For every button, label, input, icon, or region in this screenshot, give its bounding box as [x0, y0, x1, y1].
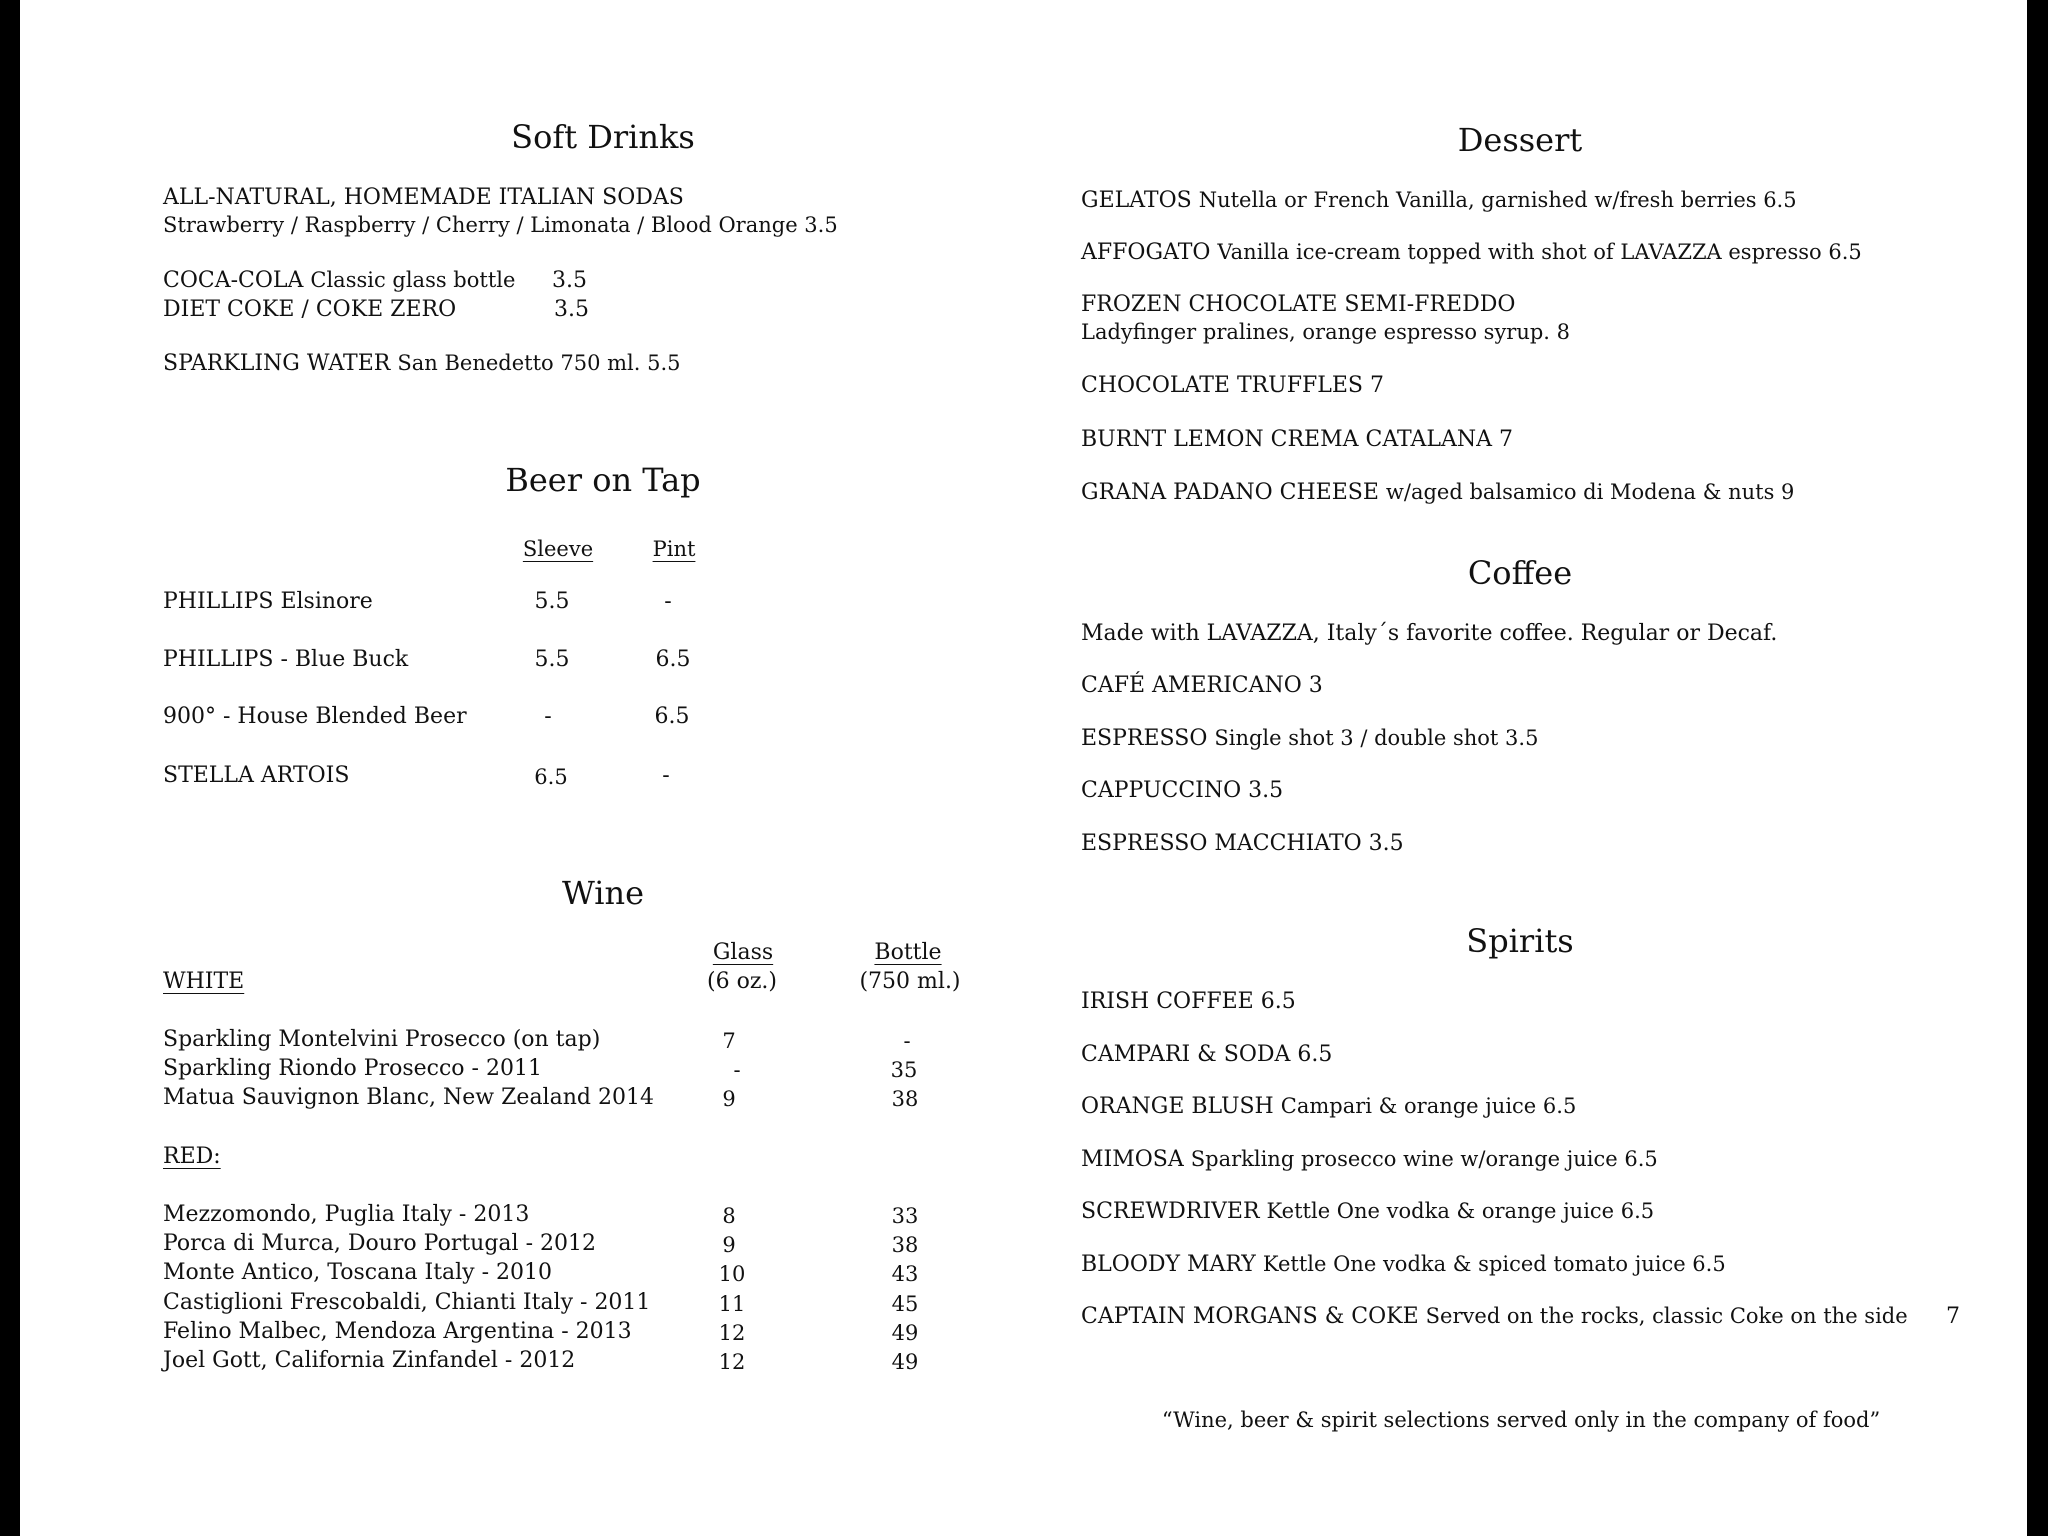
- wine-row-bottle: 38: [891, 1233, 919, 1257]
- beer-row-pint: 6.5: [655, 647, 691, 672]
- wine-white-label: WHITE: [163, 969, 245, 994]
- irish-coffee: IRISH COFFEE 6.5: [1081, 989, 1296, 1014]
- espresso-item: [1081, 728, 1538, 750]
- cheese-item: [1081, 482, 1794, 504]
- wine-heading: Wine: [561, 874, 645, 912]
- diet-coke-price: 3.5: [554, 297, 589, 322]
- espresso-macchiato: ESPRESSO MACCHIATO 3.5: [1081, 831, 1404, 856]
- captain-morgans-detail: Served on the rocks, classic Coke on the side: [1425, 1304, 1908, 1328]
- wine-row-bottle: 35: [890, 1058, 918, 1082]
- wine-col-glass-sub: (6 oz.): [707, 969, 777, 994]
- beer-col-pint: Pint: [652, 537, 696, 561]
- sparkling-water-name: SPARKLING WATER: [163, 351, 391, 376]
- semifreddo-detail: Ladyfinger pralines, orange espresso syrup. 8: [1081, 320, 1571, 344]
- sparkling-water-detail: San Benedetto 750 ml. 5.5: [397, 351, 681, 375]
- orange-blush-detail: Campari & orange juice 6.5: [1280, 1094, 1577, 1118]
- footer-note: “Wine, beer & spirit selections served only in the company of food”: [1161, 1408, 1881, 1432]
- wine-row-bottle: 49: [891, 1350, 919, 1374]
- wine-row-bottle: 43: [891, 1262, 919, 1286]
- wine-row-glass: 7: [722, 1029, 736, 1053]
- screwdriver-name: SCREWDRIVER: [1081, 1199, 1260, 1224]
- coca-cola-name: COCA-COLA: [163, 268, 304, 293]
- wine-row-glass: 12: [718, 1321, 746, 1345]
- orange-blush-item: [1081, 1096, 1576, 1118]
- wine-row-name: Sparkling Montelvini Prosecco (on tap): [163, 1027, 601, 1052]
- beer-row-pint: -: [662, 763, 670, 788]
- wine-red-label: RED:: [163, 1144, 221, 1169]
- beer-row-name: PHILLIPS Elsinore: [163, 589, 373, 614]
- espresso-detail: Single shot 3 / double shot 3.5: [1214, 726, 1539, 750]
- bloody-mary-detail: Kettle One vodka & spiced tomato juice 6.5: [1262, 1252, 1726, 1276]
- cafe-americano: CAFÉ AMERICANO 3: [1081, 673, 1323, 698]
- beer-col-sleeve: Sleeve: [522, 537, 594, 561]
- wine-row-glass: -: [733, 1058, 741, 1082]
- beer-row-sleeve: 6.5: [534, 765, 568, 789]
- chocolate-truffles: CHOCOLATE TRUFFLES 7: [1081, 373, 1384, 398]
- wine-row-name: Mezzomondo, Puglia Italy - 2013: [163, 1202, 530, 1227]
- beer-row-name: 900° - House Blended Beer: [163, 704, 467, 729]
- coca-cola-detail: Classic glass bottle: [310, 268, 516, 292]
- crema-catalana: BURNT LEMON CREMA CATALANA 7: [1081, 427, 1514, 452]
- italian-sodas-detail: Strawberry / Raspberry / Cherry / Limonata / Blood Orange 3.5: [163, 213, 838, 237]
- wine-row-glass: 9: [722, 1233, 736, 1257]
- gelatos-name: GELATOS: [1081, 188, 1192, 213]
- gelatos-detail: Nutella or French Vanilla, garnished w/fresh berries 6.5: [1198, 188, 1797, 212]
- wine-row-bottle: 45: [891, 1292, 919, 1316]
- coca-cola-price: 3.5: [552, 268, 587, 293]
- orange-blush-name: ORANGE BLUSH: [1081, 1094, 1274, 1119]
- wine-row-glass: 11: [718, 1292, 746, 1316]
- mimosa-item: [1081, 1149, 1658, 1171]
- wine-row-glass: 9: [722, 1087, 736, 1111]
- screwdriver-item: [1081, 1201, 1654, 1223]
- beer-row-pint: -: [664, 589, 672, 614]
- wine-row-name: Castiglioni Frescobaldi, Chianti Italy - 2011: [163, 1290, 651, 1315]
- mimosa-detail: Sparkling prosecco wine w/orange juice 6.5: [1190, 1147, 1658, 1171]
- wine-row-bottle: -: [903, 1029, 911, 1053]
- wine-row-name: Matua Sauvignon Blanc, New Zealand 2014: [163, 1085, 654, 1110]
- gelatos-item: [1081, 190, 1797, 212]
- italian-sodas-name: ALL-NATURAL, HOMEMADE ITALIAN SODAS: [163, 185, 684, 210]
- beer-row-sleeve: 5.5: [534, 647, 570, 672]
- spirits-heading: Spirits: [1466, 922, 1574, 960]
- cheese-name: GRANA PADANO CHEESE: [1081, 480, 1379, 505]
- cheese-detail: w/aged balsamico di Modena & nuts 9: [1385, 480, 1795, 504]
- diet-coke-name: DIET COKE / COKE ZERO: [163, 297, 457, 322]
- cappuccino: CAPPUCCINO 3.5: [1081, 778, 1284, 803]
- sparkling-water-item: [163, 353, 680, 375]
- affogato-item: [1081, 242, 1862, 264]
- menu-page: [20, 0, 2027, 1536]
- affogato-detail: Vanilla ice-cream topped with shot of LAVAZZA espresso 6.5: [1217, 240, 1862, 264]
- beer-row-sleeve: -: [544, 704, 552, 729]
- beer-row-sleeve: 5.5: [534, 589, 570, 614]
- dessert-heading: Dessert: [1457, 121, 1583, 159]
- bloody-mary-item: [1081, 1254, 1726, 1276]
- wine-col-bottle: Bottle: [874, 940, 942, 965]
- campari-soda: CAMPARI & SODA 6.5: [1081, 1042, 1333, 1067]
- coffee-intro: Made with LAVAZZA, Italy´s favorite coffee. Regular or Decaf.: [1081, 621, 1778, 646]
- beer-row-pint: 6.5: [654, 704, 690, 729]
- beer-row-name: PHILLIPS - Blue Buck: [163, 647, 409, 672]
- wine-col-glass: Glass: [712, 940, 774, 965]
- wine-row-bottle: 49: [891, 1321, 919, 1345]
- wine-row-glass: 8: [722, 1204, 736, 1228]
- espresso-name: ESPRESSO: [1081, 726, 1208, 751]
- mimosa-name: MIMOSA: [1081, 1147, 1184, 1172]
- wine-row-glass: 12: [718, 1350, 746, 1374]
- screwdriver-detail: Kettle One vodka & orange juice 6.5: [1266, 1199, 1655, 1223]
- wine-row-bottle: 38: [891, 1087, 919, 1111]
- bloody-mary-name: BLOODY MARY: [1081, 1252, 1256, 1277]
- captain-morgans-name: CAPTAIN MORGANS & COKE: [1081, 1304, 1419, 1329]
- coffee-heading: Coffee: [1467, 554, 1573, 592]
- wine-row-name: Monte Antico, Toscana Italy - 2010: [163, 1260, 553, 1285]
- wine-row-name: Joel Gott, California Zinfandel - 2012: [163, 1348, 576, 1373]
- semifreddo-name: FROZEN CHOCOLATE SEMI-FREDDO: [1081, 292, 1516, 317]
- beer-row-name: STELLA ARTOIS: [163, 763, 350, 788]
- soft-drinks-heading: Soft Drinks: [511, 118, 695, 156]
- wine-row-name: Sparkling Riondo Prosecco - 2011: [163, 1056, 542, 1081]
- wine-row-glass: 10: [718, 1262, 746, 1286]
- coca-cola-item: [163, 270, 515, 292]
- wine-col-bottle-sub: (750 ml.): [859, 969, 961, 994]
- wine-row-bottle: 33: [891, 1204, 919, 1228]
- affogato-name: AFFOGATO: [1081, 240, 1211, 265]
- captain-morgans-price: 7: [1946, 1304, 1960, 1329]
- beer-heading: Beer on Tap: [505, 461, 701, 499]
- wine-row-name: Felino Malbec, Mendoza Argentina - 2013: [163, 1319, 632, 1344]
- wine-row-name: Porca di Murca, Douro Portugal - 2012: [163, 1231, 596, 1256]
- captain-morgans-item: [1081, 1306, 1908, 1328]
